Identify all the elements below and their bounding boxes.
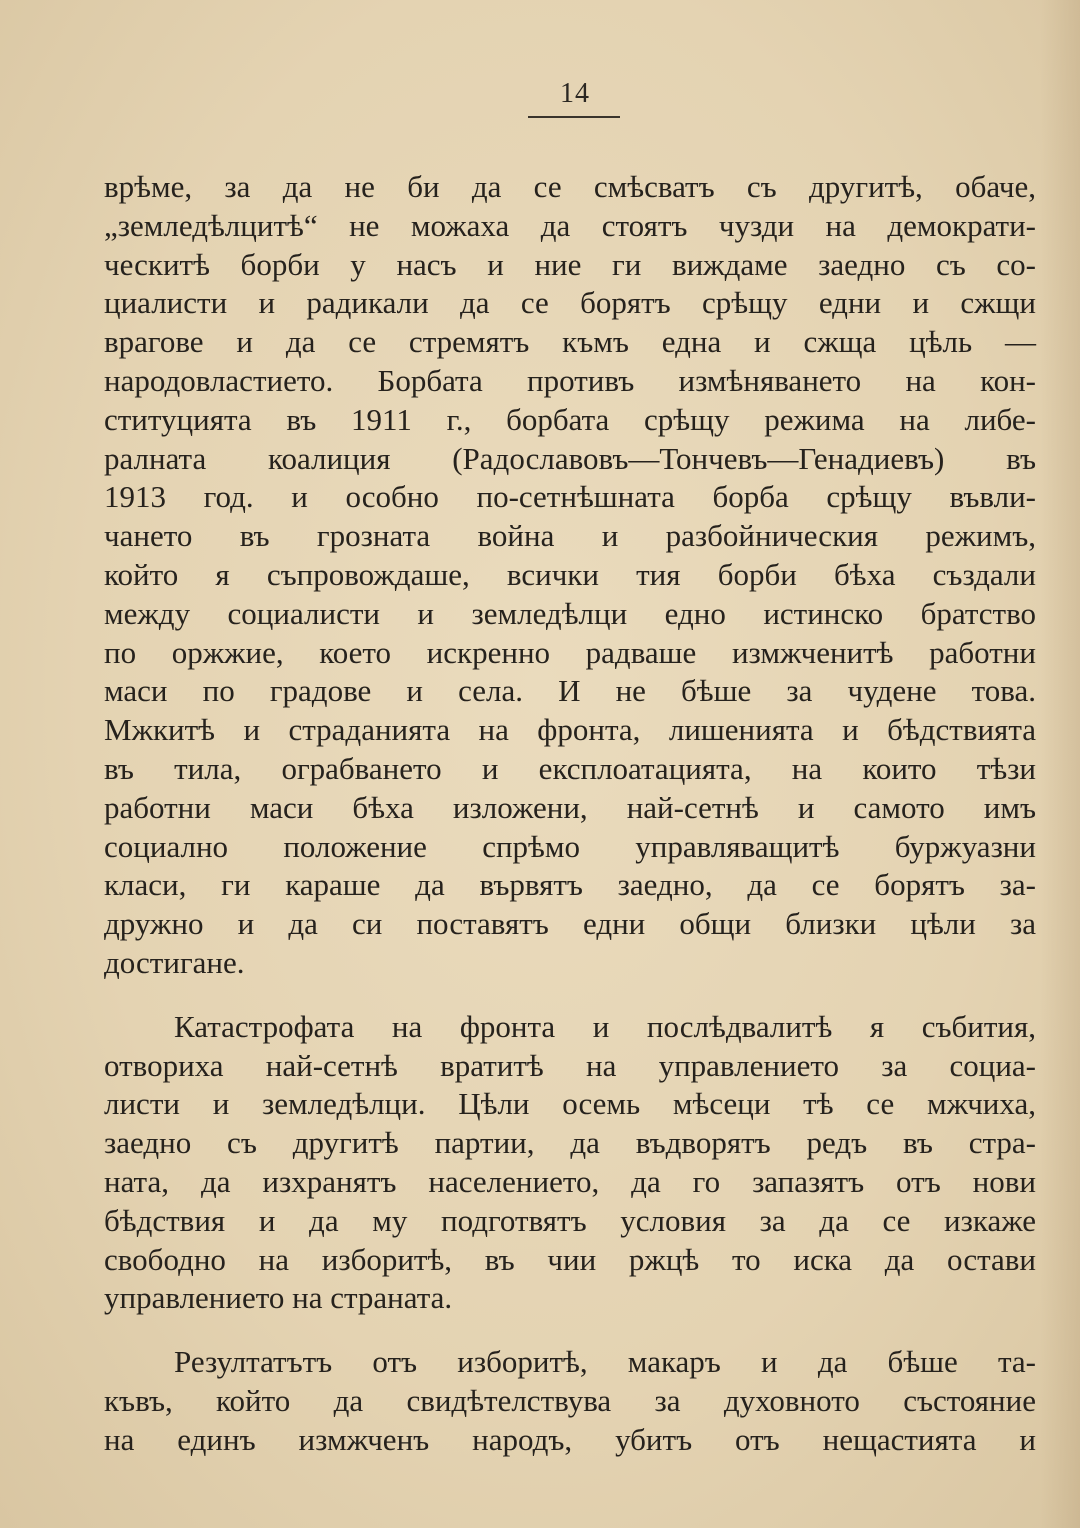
paragraph-1 [104,168,1036,983]
text-line: ната, да изхранятъ населението, да го запазятъ отъ нови [104,1163,1036,1199]
text-line: народовластието. Борбата противъ измѣняването на кон- [104,362,1036,398]
text-line: „земледѣлцитѣ“ не можаха да стоятъ чузди на демократи- [104,207,1036,243]
text-line: на единъ измжченъ народъ, убитъ отъ нещастията и [104,1421,1036,1457]
text-line: заедно съ другитѣ партии, да въдворятъ редъ въ стра- [104,1125,1036,1161]
text-line: ституцията въ 1911 г., борбата срѣщу режима на либе- [104,401,1036,437]
text-line: отвориха най-сетнѣ вратитѣ на управлението за социа- [104,1047,1036,1083]
text-line: класи, ги караше да вървятъ заедно, да се борятъ за- [104,867,1036,903]
paragraph-2 [104,1008,1036,1318]
text-line: Катастрофата на фронта и послѣдвалитѣ я събития, [174,1008,1036,1044]
text-line: ческитѣ борби у насъ и ние ги виждаме заедно съ со- [104,246,1036,282]
page-number-rule [528,116,620,118]
text-line: дружно и да си поставятъ едни общи близки цѣли за [104,906,1036,942]
paragraph-3 [104,1343,1036,1459]
text-line: свободно на изборитѣ, въ чии ржцѣ то иска да остави [104,1241,1036,1277]
text-line: маси по градове и села. И не бѣше за чудене това. [104,673,1036,709]
text-line: Резултатътъ отъ изборитѣ, макаръ и да бѣше та- [174,1344,1036,1380]
page-number: 14 [560,78,590,109]
text-line: Мжкитѣ и страданията на фронта, лишенията и бѣдствията [104,712,1036,748]
text-line: работни маси бѣха изложени, най-сетнѣ и самото имъ [104,789,1036,825]
text-line: бѣдствия и да му подготвятъ условия за да се изкаже [104,1202,1036,1238]
text-line: чането въ грозната война и разбойническия режимъ, [104,518,1036,554]
body-text [104,168,1036,1460]
text-line: врѣме, за да не би да се смѣсватъ съ другитѣ, обаче, [104,169,1036,204]
text-line: по оржжие, което искренно радваше измжченитѣ работни [104,634,1036,670]
text-line: достигане. [104,944,245,980]
text-line: въ тила, ограбването и експлоатацията, на които тѣзи [104,750,1036,786]
text-line: къвъ, който да свидѣтелствува за духовното състояние [104,1382,1036,1418]
text-line: врагове и да се стремятъ къмъ една и сжща цѣль — [104,324,1036,360]
paragraph-gap [104,1318,1036,1343]
text-line: циалисти и радикали да се борятъ срѣщу едни и сжщи [104,285,1036,321]
text-line: листи и земледѣлци. Цѣли осемь мѣсеци тѣ се мжчиха, [104,1086,1036,1122]
text-line: между социалисти и земледѣлци едно истинско братство [104,595,1036,631]
text-line: социално положение спрѣмо управляващитѣ буржуазни [104,828,1036,864]
text-line: който я съпровождаше, всички тия борби бѣха създали [104,556,1036,592]
text-line: 1913 год. и особно по-сетнѣшната борба срѣщу въвли- [104,479,1036,515]
text-line: ралната коалиция (Радославовъ—Тончевъ—Генадиевъ) въ [104,440,1036,476]
page-edge-shadow [1040,0,1080,1528]
text-line: управлението на страната. [104,1280,453,1316]
paragraph-gap [104,983,1036,1008]
